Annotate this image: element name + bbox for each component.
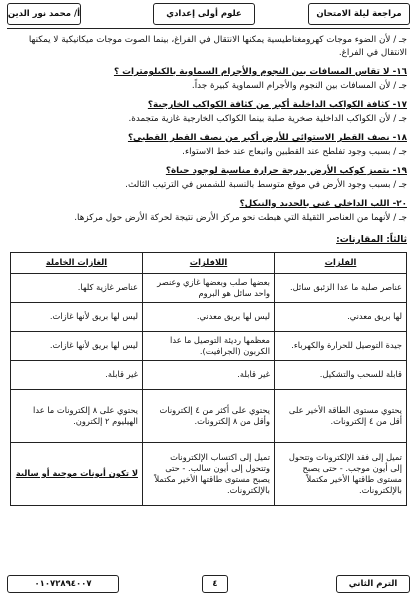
question-text: ١٩- يتميز كوكب الأرض بدرجة حرارة مناسبة لوجود حياة؟ (165, 166, 407, 176)
question-text: ١٧- كثافة الكواكب الداخلية أكبر من كثافة الكواكب الخارجية؟ (147, 100, 407, 110)
header-exam-title: مراجعة ليلة الامتحان (308, 3, 410, 25)
table-cell: يحتوي مستوى الطاقة الأخير على أقل من ٤ إلكترونات. (275, 389, 407, 442)
answer-text: جـ / لأن الكواكب الداخلية صخرية صلبة بينما الكواكب الخارجية غازية متجمدة. (128, 113, 407, 124)
header-teacher-name: أ/ محمد نور الدين (7, 3, 81, 25)
table-cell: يحتوي على ٨ إلكترونات ما عدا الهيليوم ٢ إلكترون. (11, 389, 143, 442)
table-row (11, 273, 407, 302)
table-cell: ليس لها بريق لأنها غازات. (11, 331, 143, 360)
answer-text: جـ / بسبب وجود الأرض في موقع متوسط بالنسبة للشمس في الترتيب الثالث. (125, 179, 407, 190)
question-17 (10, 99, 407, 125)
table-row (11, 442, 407, 505)
question-18 (10, 132, 407, 158)
table-cell: تميل إلى فقد الإلكترونات وتتحول إلى أيون موجب. - حتى يصبح مستوى طاقتها الأخير مكتملاً بالإلكترونات. (275, 442, 407, 505)
page-header (7, 3, 410, 27)
question-text: ١٦- لا تقاس المسافات بين النجوم والأجرام السماوية بالكيلومترات ؟ (113, 67, 407, 77)
table-cell: تميل إلى اكتساب الإلكترونات وتتحول إلى أيون سالب. - حتى يصبح مستوى طاقتها الأخير مكتملاً بالإلكترونات. (143, 442, 275, 505)
answer-text: جـ / بسبب وجود تفلطح عند القطبين وانبعاج عند خط الاستواء. (182, 146, 407, 157)
table-header-row (11, 252, 407, 273)
table-cell: غير قابلة. (143, 360, 275, 389)
footer-term-label: الترم الثاني (336, 575, 410, 593)
table-cell: عناصر صلبة ما عدا الزئبق سائل. (275, 273, 407, 302)
table-cell: غير قابلة. (11, 360, 143, 389)
table-cell: ليس لها بريق معدني. (143, 302, 275, 331)
table-cell: لها بريق معدني. (275, 302, 407, 331)
page-content (10, 34, 407, 506)
header-subject-title: علوم أولى إعدادي (153, 3, 255, 25)
column-header-noble-gases: الغازات الخاملة (11, 252, 143, 273)
table-row (11, 360, 407, 389)
question-19 (10, 165, 407, 191)
table-cell: قابلة للسحب والتشكيل. (275, 360, 407, 389)
table-row (11, 389, 407, 442)
table-cell: ليس لها بريق لأنها غازات. (11, 302, 143, 331)
column-header-metals: الفلزات (275, 252, 407, 273)
table-cell: معظمها رديئة التوصيل ما عدا الكربون (الجرافيت). (143, 331, 275, 360)
table-cell: يحتوي على أكثر من ٤ إلكترونات وأقل من ٨ إلكترونات. (143, 389, 275, 442)
header-divider (7, 28, 410, 29)
page-footer (7, 573, 410, 593)
question-16 (10, 66, 407, 92)
table-cell: عناصر غازية كلها. (11, 273, 143, 302)
table-cell: جيدة التوصيل للحرارة والكهرباء. (275, 331, 407, 360)
comparison-table (10, 252, 407, 506)
answer-text: جـ / لأن المسافات بين النجوم والأجرام السماوية كبيرة جداً. (191, 80, 407, 91)
table-cell: لا تكون أيونات موجبة أو سالبة (11, 442, 143, 505)
footer-page-number: ٤ (202, 575, 228, 593)
question-20 (10, 198, 407, 224)
comparison-section-title: ثالثاً: المقارنات: (336, 235, 407, 245)
question-text: ١٨- نصف القطر الاستوائي للأرض أكبر من نصف القطر القطبي؟ (127, 133, 407, 143)
table-cell: بعضها صلب وبعضها غازي وعنصر واحد سائل هو البروم (143, 273, 275, 302)
column-header-nonmetals: اللافلزات (143, 252, 275, 273)
question-text: ٢٠- اللب الداخلي غني بالحديد والنيكل؟ (239, 199, 407, 209)
intro-answer: جـ / لأن الضوء موجات كهرومغناطيسية يمكنها الانتقال في الفراغ، بينما الصوت موجات ميكانيكية لا يمكنها الانتقال في الفراغ. (28, 35, 407, 58)
table-row (11, 302, 407, 331)
footer-phone-number: ٠١٠٧٢٨٩٤٠٠٧ (7, 575, 119, 593)
answer-text: جـ / لأنهما من العناصر الثقيلة التي هبطت نحو مركز الأرض نتيجة لحركة الأرض حول مركزها. (74, 212, 407, 223)
table-row (11, 331, 407, 360)
